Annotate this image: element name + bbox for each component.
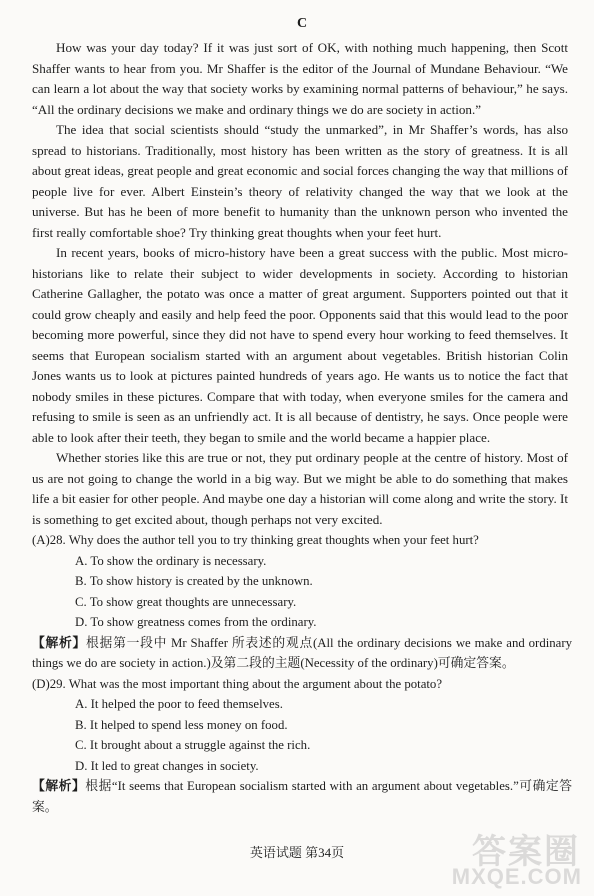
explanation-text: 根据第一段中 Mr Shaffer 所表述的观点(All the ordinary decisions we make and ordinary things we do are society in action.)及第二段的主题(Necessity of the ordinary)可确定答案。 bbox=[32, 635, 573, 670]
question-29 bbox=[32, 674, 572, 818]
option-list bbox=[32, 694, 572, 776]
watermark-logo-text: 答案圈 bbox=[472, 834, 580, 871]
passage-paragraph-1: How was your day today? If it was just sort of OK, with nothing much happening, then Scott Shaffer wants to hear from you. Mr Shaffer is the editor of the Journal of Mundane Behaviour. “We can learn a lot about the way that society works by examining normal patterns of behaviour,” he says. “All the ordinary decisions we make and ordinary things we do are society in action.” bbox=[32, 40, 568, 117]
explanation-tag: 【解析】 bbox=[32, 779, 86, 793]
reading-passage bbox=[32, 38, 572, 530]
section-heading: C bbox=[296, 16, 308, 31]
option-c: C. To show great thoughts are unnecessary. bbox=[75, 594, 297, 609]
option-d: D. It led to great changes in society. bbox=[75, 758, 259, 773]
page-footer: 英语试题 第34页 bbox=[249, 845, 345, 860]
option-a: A. To show the ordinary is necessary. bbox=[75, 553, 267, 568]
question-28 bbox=[32, 530, 572, 674]
question-stem: (D)29. What was the most important thing about the argument about the potato? bbox=[32, 676, 443, 691]
watermark-domain: MXQE.COM bbox=[451, 864, 582, 889]
option-b: B. It helped to spend less money on food. bbox=[75, 717, 288, 732]
answer-explanation bbox=[32, 776, 572, 817]
site-watermark bbox=[436, 824, 586, 890]
passage-paragraph-2: The idea that social scientists should “study the unmarked”, in Mr Shaffer’s words, has also spread to historians. Traditionally, most history has been written as the story of greatness. It is all about great ideas, great people and great economic and social forces changing the way that millions of people live for ever. Albert Einstein’s theory of relativity changed the way that we look at the universe. But has he been of more benefit to humanity than the unknown person who invented the first really comfortable shoe? Try thinking great thoughts when your feet hurt. bbox=[32, 122, 568, 240]
passage-paragraph-4: Whether stories like this are true or not, they put ordinary people at the centre of history. Most of us are not going to change the world in a big way. But we might be able to do something that makes life a bit easier for other people. And maybe one day a historian will come along and write the story. It is something to get excited about, though perhaps not very excited. bbox=[32, 450, 568, 527]
option-a: A. It helped the poor to feed themselves. bbox=[75, 697, 283, 711]
passage-paragraph-3: In recent years, books of micro-history have been a great success with the public. Most micro-historians like to relate their subject to wider developments in society. According to historian Catherine Gallagher, the potato was once a matter of great argument. Supporters pointed out that it could grow cheaply and easily and help feed the poor. Opponents said that this would lead to the poor becoming more powerful, since they did not have to spend every hour working to feed themselves. It seems that European socialism started with an argument about vegetables. British historian Colin Jones wants us to look at pictures painted hundreds of years ago. He wants us to notice the fact that nobody smiles in these pictures. Compare that with today, when everyone smiles for the camera and refusing to smile is seen as an unfriendly act. It is all because of dentistry, he says. Once people were able to look after their teeth, they began to smile and the world became a happier place. bbox=[32, 245, 568, 445]
option-d: D. To show greatness comes from the ordinary. bbox=[75, 615, 317, 629]
option-b: B. To show history is created by the unknown. bbox=[75, 574, 313, 588]
exam-page bbox=[32, 16, 572, 817]
option-c: C. It brought about a struggle against the rich. bbox=[75, 738, 311, 752]
option-list bbox=[32, 551, 572, 633]
explanation-text: 根据“It seems that European socialism started with an argument about vegetables.”可确定答案。 bbox=[32, 779, 573, 814]
explanation-tag: 【解析】 bbox=[32, 635, 87, 650]
answer-explanation bbox=[32, 633, 572, 674]
question-stem: (A)28. Why does the author tell you to try thinking great thoughts when your feet hurt? bbox=[32, 533, 479, 547]
